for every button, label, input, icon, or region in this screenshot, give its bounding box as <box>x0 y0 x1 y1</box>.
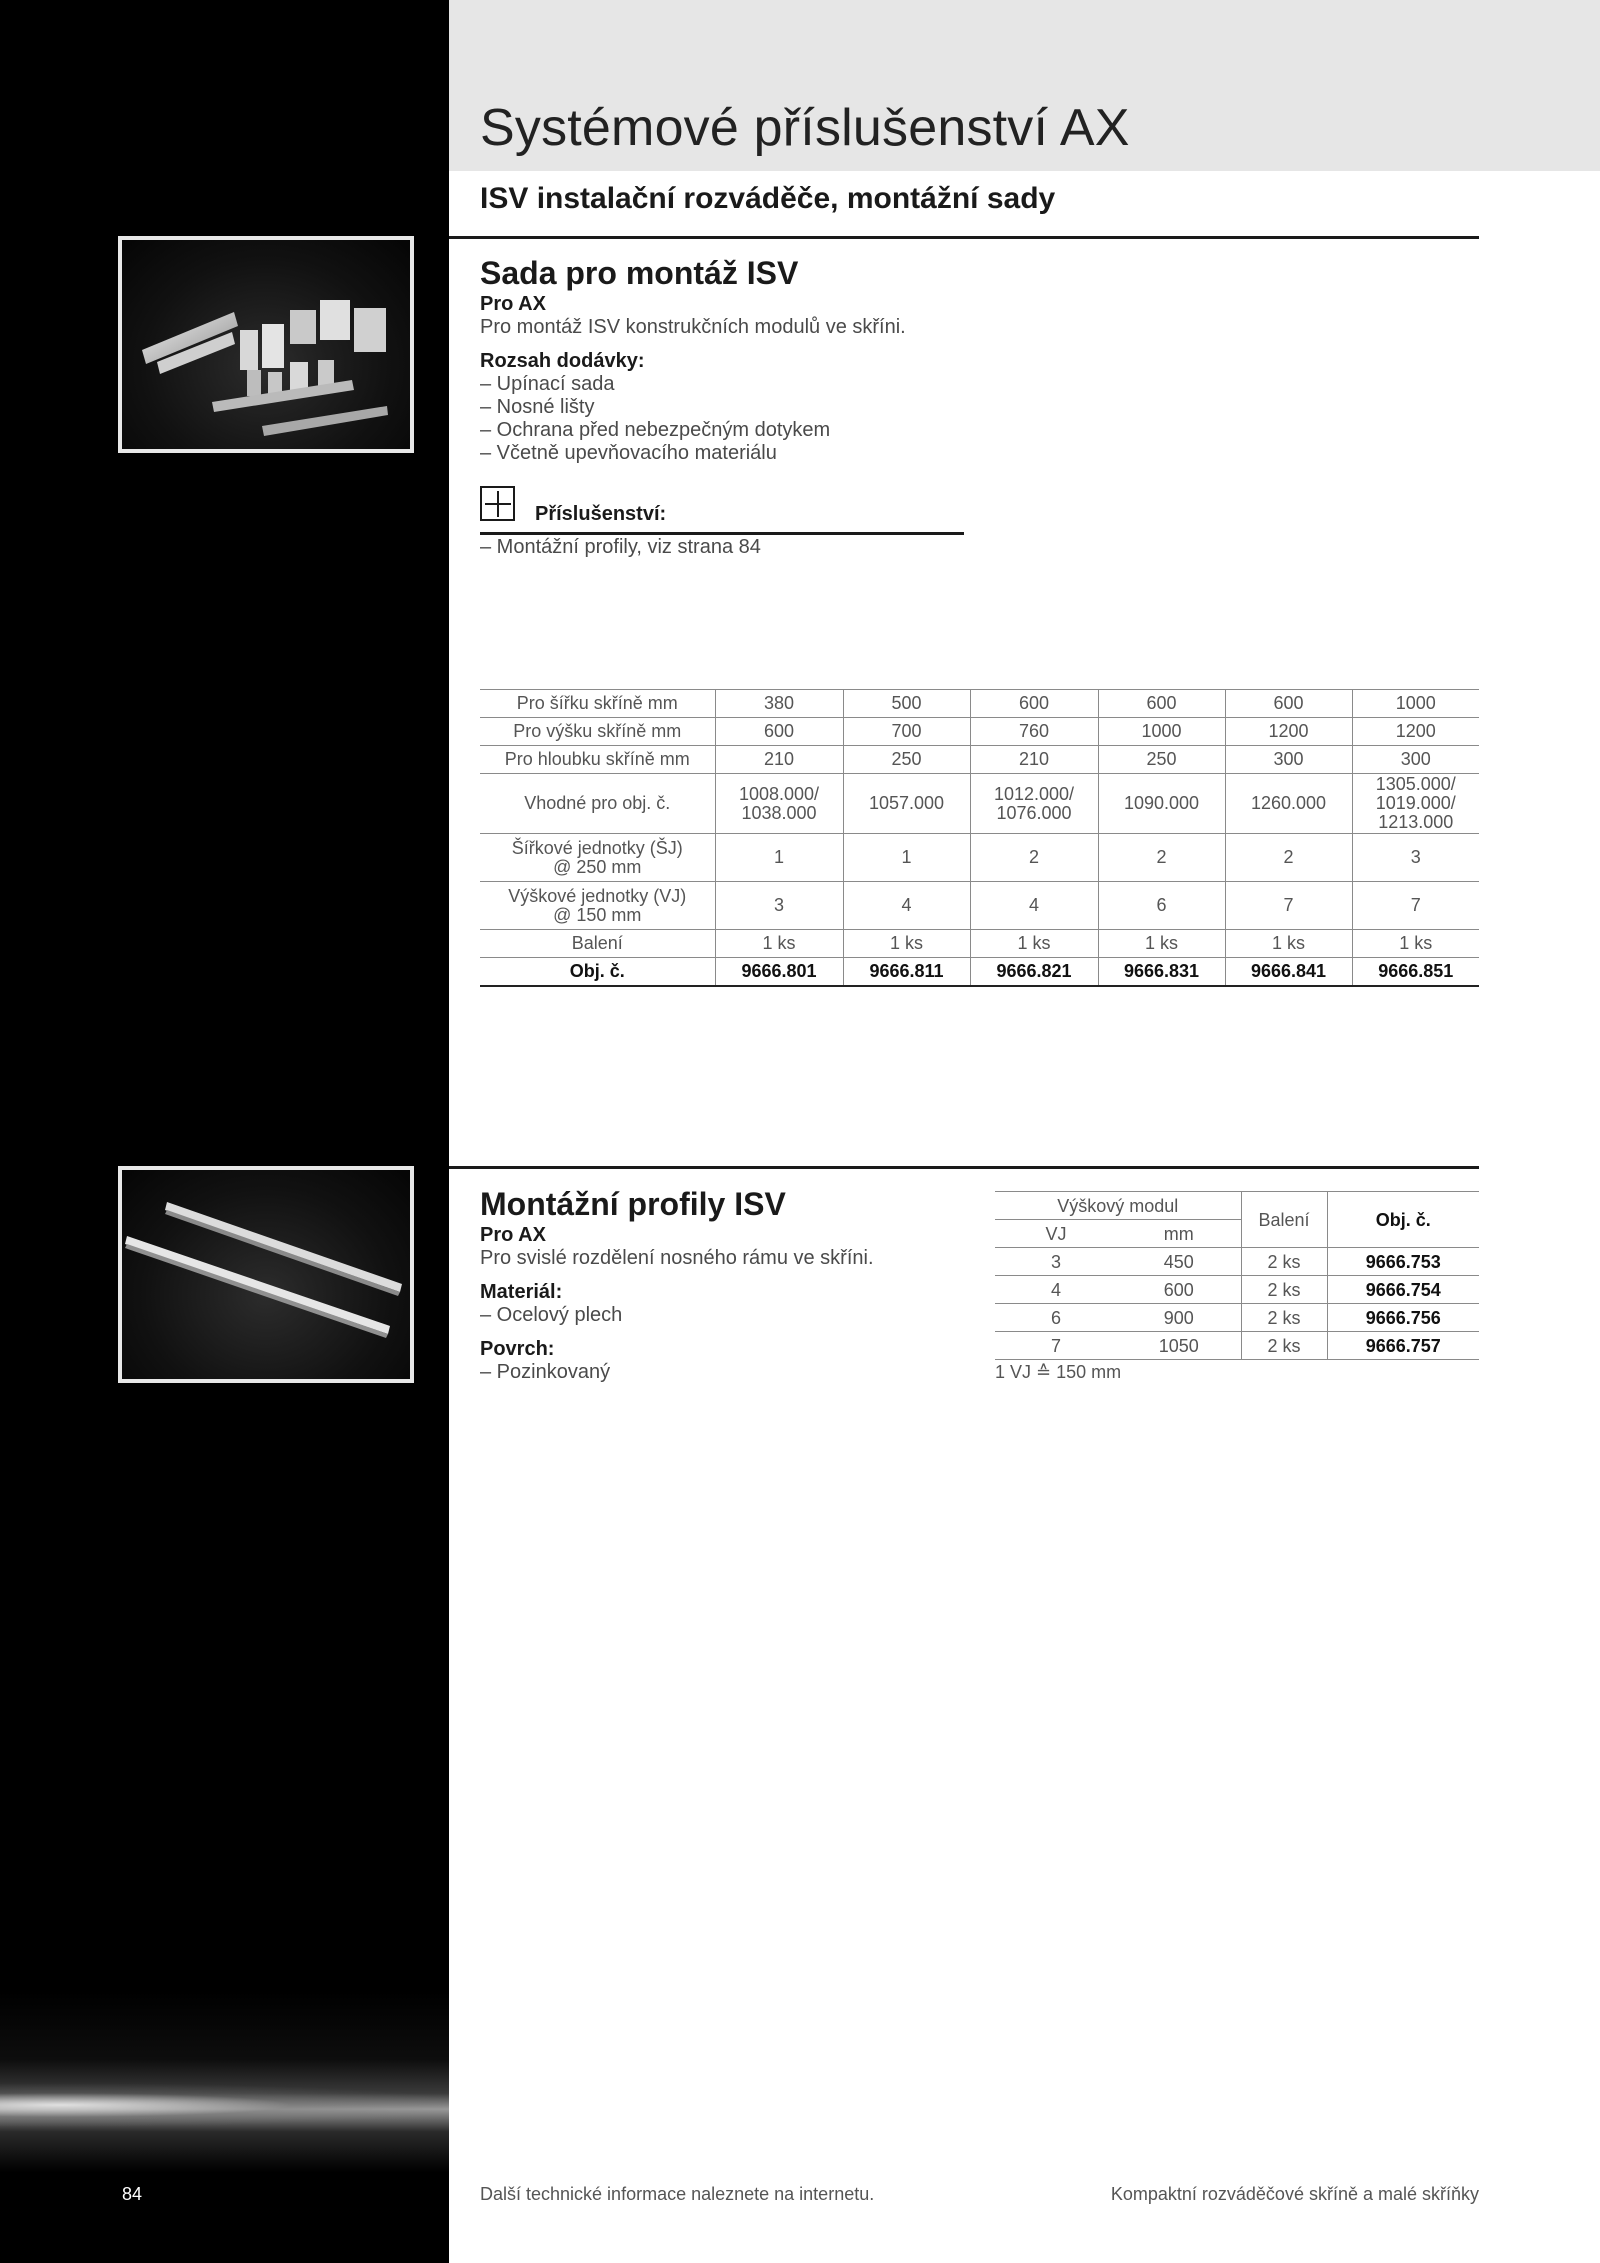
spec-cell: 210 <box>970 746 1098 774</box>
section-divider <box>449 236 1479 239</box>
spec-cell: 1 <box>843 834 970 882</box>
product-photo-mounting-kit <box>118 236 414 453</box>
spec-cell: 9666.801 <box>715 958 843 986</box>
order-number-header: Obj. č. <box>1327 1192 1479 1248</box>
spec-row-label: Vhodné pro obj. č. <box>480 774 715 834</box>
footer-right-text: Kompaktní rozváděčové skříně a malé skříňky <box>1110 2184 1479 2204</box>
profile-cell-pack: 2 ks <box>1241 1304 1327 1332</box>
profiles-description <box>480 1185 874 1384</box>
spec-cell: 9666.821 <box>970 958 1098 986</box>
profiles-heading: Montážní profily ISV <box>480 1186 786 1222</box>
spec-cell: 300 <box>1352 746 1479 774</box>
spec-row-label: Šířkové jednotky (ŠJ) @ 250 mm <box>480 834 715 882</box>
height-unit-note: 1 VJ ≙ 150 mm <box>995 1362 1122 1382</box>
profile-cell-order: 9666.754 <box>1327 1276 1479 1304</box>
profile-cell-mm: 600 <box>1117 1276 1241 1304</box>
spec-cell: 760 <box>970 718 1098 746</box>
spec-row <box>480 690 1479 718</box>
spec-cell: 380 <box>715 690 843 718</box>
spec-row <box>480 774 1479 834</box>
profile-row <box>995 1332 1479 1360</box>
spec-cell: 4 <box>843 882 970 930</box>
scope-item: – Nosné lišty <box>480 396 595 418</box>
profile-row <box>995 1304 1479 1332</box>
profile-cell-vj: 6 <box>995 1304 1117 1332</box>
page-number: 84 <box>122 2184 143 2204</box>
profile-cell-order: 9666.753 <box>1327 1248 1479 1276</box>
mounting-kit-description-text: Pro montáž ISV konstrukčních modulů ve skříni. <box>480 316 906 338</box>
profiles-spec-table <box>995 1191 1479 1360</box>
spec-cell: 1000 <box>1098 718 1225 746</box>
spec-row <box>480 958 1479 986</box>
spec-cell: 1 ks <box>1225 930 1352 958</box>
spec-cell: 600 <box>715 718 843 746</box>
material-label: Materiál: <box>480 1281 563 1303</box>
spec-row-label: Obj. č. <box>480 958 715 986</box>
mm-column-header: mm <box>1117 1220 1241 1248</box>
spec-cell: 9666.831 <box>1098 958 1225 986</box>
surface-label: Povrch: <box>480 1338 555 1360</box>
section-divider <box>449 1166 1479 1169</box>
profile-cell-pack: 2 ks <box>1241 1332 1327 1360</box>
spec-row-label: Pro hloubku skříně mm <box>480 746 715 774</box>
accessories-header <box>480 486 964 535</box>
profile-cell-mm: 900 <box>1117 1304 1241 1332</box>
spec-cell: 1 ks <box>715 930 843 958</box>
spec-cell: 3 <box>1352 834 1479 882</box>
product-photo-mounting-profiles <box>118 1166 414 1383</box>
profile-cell-pack: 2 ks <box>1241 1248 1327 1276</box>
spec-cell: 9666.851 <box>1352 958 1479 986</box>
spec-row-label: Výškové jednotky (VJ) @ 150 mm <box>480 882 715 930</box>
mounting-kit-spec-table <box>480 689 1479 987</box>
profiles-for-label: Pro AX <box>480 1224 546 1246</box>
spec-cell: 700 <box>843 718 970 746</box>
spec-row <box>480 930 1479 958</box>
spec-cell: 1260.000 <box>1225 774 1352 834</box>
profile-cell-pack: 2 ks <box>1241 1276 1327 1304</box>
spec-row <box>480 882 1479 930</box>
spec-cell: 1012.000/ 1076.000 <box>970 774 1098 834</box>
spec-row-label: Pro šířku skříně mm <box>480 690 715 718</box>
spec-cell: 1057.000 <box>843 774 970 834</box>
spec-cell: 1 <box>715 834 843 882</box>
spec-cell: 6 <box>1098 882 1225 930</box>
spec-cell: 600 <box>1225 690 1352 718</box>
spec-cell: 600 <box>1098 690 1225 718</box>
scope-item: – Upínací sada <box>480 373 615 395</box>
spec-row <box>480 746 1479 774</box>
spec-cell: 7 <box>1225 882 1352 930</box>
spec-cell: 500 <box>843 690 970 718</box>
spec-cell: 1200 <box>1225 718 1352 746</box>
spec-row <box>480 718 1479 746</box>
spec-cell: 2 <box>970 834 1098 882</box>
spec-row-label: Pro výšku skříně mm <box>480 718 715 746</box>
spec-cell: 1 ks <box>970 930 1098 958</box>
spec-cell: 2 <box>1098 834 1225 882</box>
profile-cell-order: 9666.757 <box>1327 1332 1479 1360</box>
scope-of-delivery-label: Rozsah dodávky: <box>480 350 645 372</box>
spec-cell: 600 <box>970 690 1098 718</box>
spec-cell: 3 <box>715 882 843 930</box>
scope-item: – Ochrana před nebezpečným dotykem <box>480 419 831 441</box>
spec-cell: 1305.000/ 1019.000/ 1213.000 <box>1352 774 1479 834</box>
mounting-kit-description <box>480 254 906 465</box>
spec-row-label: Balení <box>480 930 715 958</box>
profile-row <box>995 1248 1479 1276</box>
plus-icon <box>480 486 515 521</box>
profiles-description-text: Pro svislé rozdělení nosného rámu ve skříni. <box>480 1247 874 1269</box>
spec-cell: 1 ks <box>1352 930 1479 958</box>
spec-cell: 1200 <box>1352 718 1479 746</box>
profile-cell-mm: 450 <box>1117 1248 1241 1276</box>
sidebar-light-streak <box>0 2060 449 2150</box>
mounting-kit-for-label: Pro AX <box>480 293 546 315</box>
footer-left-text: Další technické informace naleznete na internetu. <box>480 2184 875 2204</box>
spec-cell: 1 ks <box>1098 930 1225 958</box>
spec-cell: 210 <box>715 746 843 774</box>
spec-cell: 4 <box>970 882 1098 930</box>
mounting-kit-heading: Sada pro montáž ISV <box>480 255 799 291</box>
profile-cell-vj: 7 <box>995 1332 1117 1360</box>
profile-cell-vj: 4 <box>995 1276 1117 1304</box>
height-module-header: Výškový modul <box>995 1192 1241 1220</box>
spec-cell: 9666.811 <box>843 958 970 986</box>
accessories-label: Příslušenství: <box>535 503 667 525</box>
accessories-item: – Montážní profily, viz strana 84 <box>480 536 761 558</box>
material-item: – Ocelový plech <box>480 1304 623 1326</box>
spec-cell: 250 <box>1098 746 1225 774</box>
spec-cell: 1008.000/ 1038.000 <box>715 774 843 834</box>
spec-cell: 1 ks <box>843 930 970 958</box>
profile-cell-vj: 3 <box>995 1248 1117 1276</box>
spec-cell: 1000 <box>1352 690 1479 718</box>
vj-column-header: VJ <box>995 1220 1117 1248</box>
spec-cell: 2 <box>1225 834 1352 882</box>
spec-cell: 9666.841 <box>1225 958 1352 986</box>
spec-row <box>480 834 1479 882</box>
profile-row <box>995 1276 1479 1304</box>
surface-item: – Pozinkovaný <box>480 1361 611 1383</box>
packaging-header: Balení <box>1241 1192 1327 1248</box>
scope-item: – Včetně upevňovacího materiálu <box>480 442 777 464</box>
spec-cell: 250 <box>843 746 970 774</box>
profile-cell-mm: 1050 <box>1117 1332 1241 1360</box>
spec-cell: 300 <box>1225 746 1352 774</box>
profile-cell-order: 9666.756 <box>1327 1304 1479 1332</box>
page-title: Systémové příslušenství AX <box>480 99 1130 157</box>
accessories-list <box>480 536 761 559</box>
spec-cell: 7 <box>1352 882 1479 930</box>
spec-cell: 1090.000 <box>1098 774 1225 834</box>
page-subtitle: ISV instalační rozváděče, montážní sady <box>480 182 1056 215</box>
